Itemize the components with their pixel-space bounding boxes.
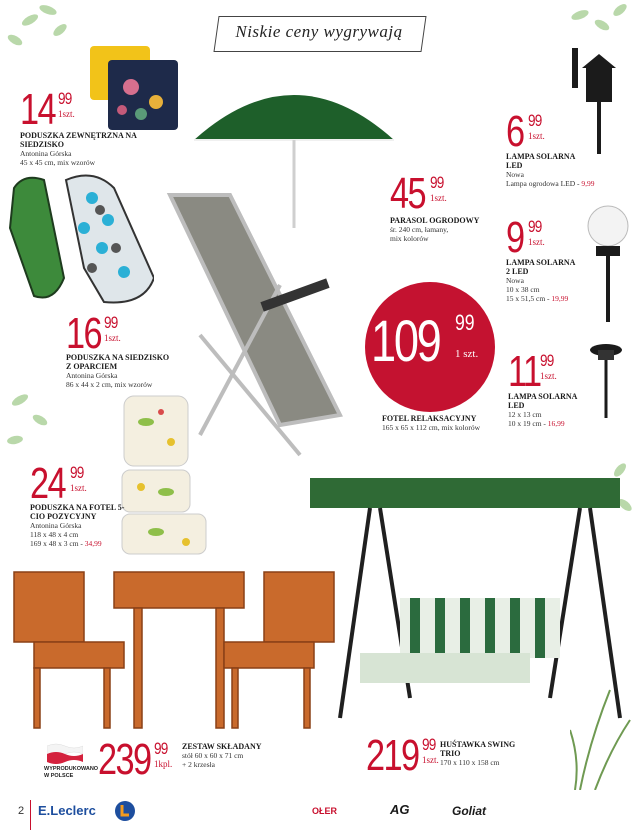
desc-lamp-small: [508, 410, 565, 428]
product-image-lamp-led: [568, 46, 628, 156]
desc-line: 86 x 44 x 2 cm, mix wzorów: [66, 380, 153, 389]
price-main: 219: [366, 731, 419, 780]
price-cents: 99: [104, 313, 118, 332]
leclerc-logo: E.Leclerc: [38, 803, 96, 818]
price-unit: 1szt.: [540, 371, 557, 381]
price-unit: 1szt.: [70, 483, 87, 493]
desc-cushion-chair: [30, 521, 102, 548]
desc-alt-price: 9,99: [581, 179, 595, 188]
desc-line: 118 x 48 x 4 cm: [30, 530, 79, 539]
desc-alt-prefix: 10 x 19 cm -: [508, 419, 548, 428]
product-image-lamp-2led: [584, 204, 634, 324]
desc-lamp-2led: [506, 276, 568, 303]
title-lamp-led: LAMPA SOLARNA LED: [506, 152, 575, 170]
price-cushion-seat: [66, 309, 136, 358]
price-main: 24: [30, 459, 66, 508]
price-main: 14: [20, 85, 56, 134]
price-main: 239: [98, 735, 151, 784]
desc-line: Antonina Górska: [66, 371, 118, 380]
price-cents: 99: [528, 111, 542, 130]
desc-swing: [440, 758, 500, 767]
desc-line: Antonina Górska: [30, 521, 82, 530]
product-image-cushion-seat: [4, 168, 154, 308]
title-lamp-2led: LAMPA SOLARNA 2 LED: [506, 258, 575, 276]
desc-line: Nowa: [506, 276, 524, 285]
title-relax-chair: FOTEL RELAKSACYJNY: [382, 414, 477, 423]
desc-line: 12 x 13 cm: [508, 410, 542, 419]
desc-line: 10 x 38 cm: [506, 285, 540, 294]
price-unit: 1szt.: [422, 755, 439, 765]
footer-divider: [30, 800, 31, 830]
desc-line: 170 x 110 x 158 cm: [440, 758, 500, 767]
price-lamp-led: [506, 107, 566, 156]
desc-alt-price: 16,99: [547, 419, 565, 428]
brand-logo-ag: AG: [390, 802, 410, 817]
title-cushion-seat: PODUSZKA NA SIEDZISKO Z OPARCIEM: [66, 353, 170, 371]
price-cents: 99: [70, 463, 84, 482]
leaf-decoration-mid-left: [0, 380, 70, 460]
desc-line: stół 60 x 60 x 71 cm: [182, 751, 244, 760]
product-image-garden-table-set: [4, 562, 344, 732]
leaf-decoration-left: [0, 0, 90, 90]
price-lamp-small: [508, 347, 578, 396]
brand-logo-goliat: Goliat: [452, 804, 487, 818]
product-image-relax-chair: [160, 185, 370, 485]
desc-alt-price: 34,99: [84, 539, 102, 548]
desc-line: + 2 krzesła: [182, 760, 215, 769]
price-umbrella: [390, 169, 460, 218]
price-main: 45: [390, 169, 426, 218]
desc-table-set: [182, 751, 243, 769]
price-cushion-outdoor: [20, 85, 90, 134]
desc-alt-prefix: Lampa ogrodowa LED -: [506, 179, 582, 188]
desc-alt-prefix: 15 x 51,5 cm -: [506, 294, 552, 303]
price-main: 109: [371, 309, 440, 374]
page-title: Niskie ceny wygrywają: [235, 22, 403, 41]
desc-alt-price: 19,99: [551, 294, 569, 303]
price-unit: 1szt.: [430, 193, 447, 203]
leclerc-l-icon: [114, 800, 136, 822]
desc-cushion-seat: [66, 371, 152, 389]
product-image-lamp-small: [586, 340, 626, 420]
desc-line: mix kolorów: [390, 234, 429, 243]
title-lamp-small: LAMPA SOLARNA LED: [508, 392, 577, 410]
desc-lamp-led: [506, 170, 595, 188]
price-main: 9: [506, 213, 524, 262]
desc-line-alt: [508, 419, 565, 428]
price-main: 16: [66, 309, 102, 358]
title-table-set: ZESTAW SKŁADANY: [182, 742, 262, 751]
price-badge-relax-chair: [365, 282, 495, 412]
made-in-poland-label: WYPRODUKOWANO W POLSCE: [44, 766, 99, 779]
desc-cushion-outdoor: [20, 149, 95, 167]
price-table-set: [98, 735, 188, 784]
title-swing: HUŚTAWKA SWING TRIO: [440, 740, 516, 758]
price-unit: 1szt.: [104, 333, 121, 343]
price-lamp-2led: [506, 213, 566, 262]
price-main: 6: [506, 107, 524, 156]
desc-umbrella: [390, 225, 448, 243]
polish-flag-icon: [47, 742, 83, 766]
desc-line-alt: [506, 294, 568, 303]
title-umbrella: PARASOL OGRODOWY: [390, 216, 480, 225]
desc-line-alt: [506, 179, 595, 188]
price-unit: 1kpl.: [154, 759, 173, 769]
title-cushion-chair: PODUSZKA NA FOTEL 5-CIO POZYCYJNY: [30, 503, 125, 521]
desc-line-alt: [30, 539, 102, 548]
price-cents: 99: [154, 739, 168, 758]
desc-line: 45 x 45 cm, mix wzorów: [20, 158, 95, 167]
price-unit: 1szt.: [528, 131, 545, 141]
title-cushion-outdoor: PODUSZKA ZEWNĘTRZNA NA SIEDZISKO: [20, 131, 137, 149]
product-image-swing: [300, 468, 635, 728]
desc-line: 165 x 65 x 112 cm, mix kolorów: [382, 423, 481, 432]
price-cushion-chair: [30, 459, 100, 508]
price-cents: 99: [430, 173, 444, 192]
desc-line: Nowa: [506, 170, 524, 179]
price-unit: 1 szt.: [455, 348, 479, 360]
price-cents: 99: [455, 310, 475, 335]
page-number: 2: [18, 805, 25, 817]
desc-line: Antonina Górska: [20, 149, 72, 158]
price-unit: 1szt.: [58, 109, 75, 119]
price-cents: 99: [540, 351, 554, 370]
price-unit: 1szt.: [528, 237, 545, 247]
desc-line: śr. 240 cm, łamany,: [390, 225, 449, 234]
price-cents: 99: [58, 89, 72, 108]
price-cents: 99: [528, 217, 542, 236]
brand-logo-oler: OŁER: [312, 806, 338, 816]
desc-alt-prefix: 169 x 48 x 3 cm -: [30, 539, 85, 548]
price-main: 11: [508, 347, 541, 396]
product-image-cushion-square: [86, 42, 182, 134]
price-cents: 99: [422, 735, 436, 754]
desc-relax-chair: [382, 423, 480, 432]
